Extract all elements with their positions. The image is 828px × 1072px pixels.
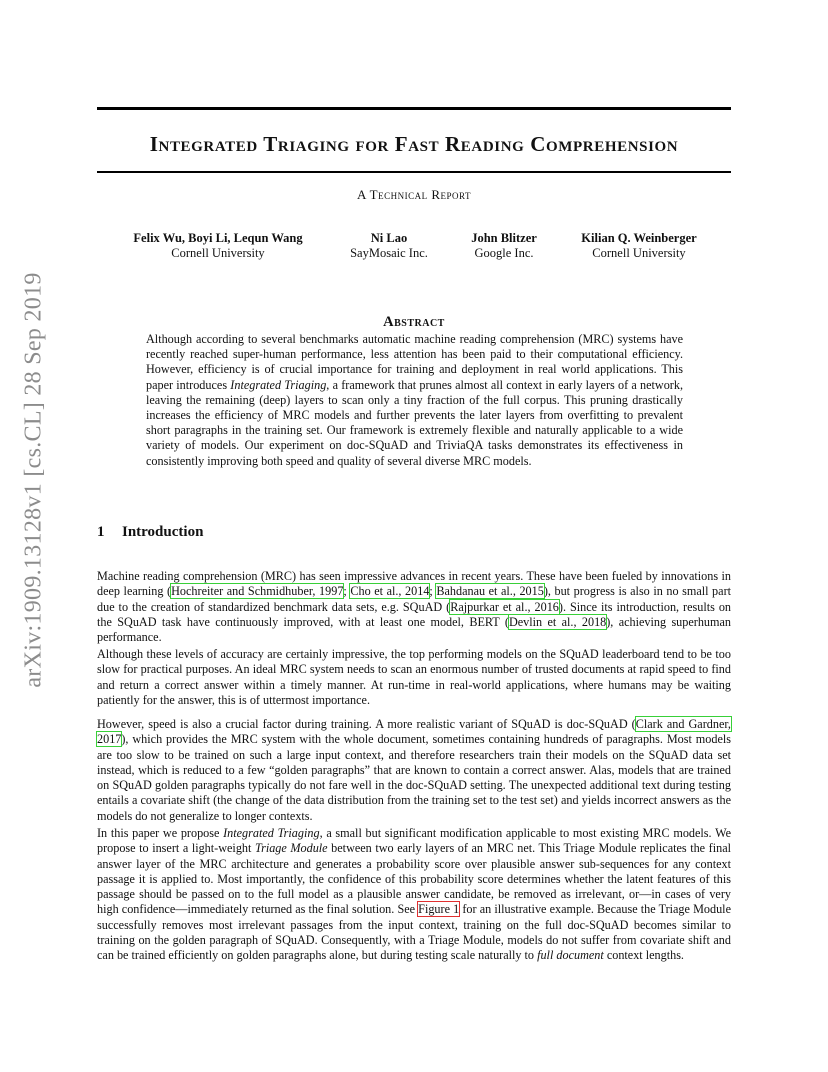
text-emphasis: Triage Module [254, 841, 328, 856]
paragraph-1 [97, 569, 731, 645]
text-segment: ). Since its introduction, results on the SQuAD task have continuously improved, with at least one model, BERT ( [97, 599, 732, 629]
citation-year: 2015 [519, 584, 544, 599]
citation-author: Devlin et al., [508, 614, 577, 629]
text-emphasis: Integrated Triaging [223, 826, 320, 840]
citation-author: Cho et al., [350, 584, 402, 599]
paper-subtitle: A Technical Report [356, 187, 471, 202]
paragraph-2: Although these levels of accuracy are certainly impressive, the top performing models on the SQuAD leaderboard tend to be too slow for practical purposes. An ideal MRC system needs to scan an enormous number of trusted documents at rapid speed to find and return a correct answer within a timely manner. At run-time in real-world applications, where humans may be waiting patiently for the answer, this is of uttermost importance. [97, 647, 731, 707]
section-heading-introduction [97, 524, 203, 541]
text-segment: , a small but significant modification applicable to most existing MRC models. We propose to insert a light-weight [97, 826, 732, 856]
text-segment: ), but progress is also in no small part due to the creation of standardized benchmark data sets, e.g. SQuAD ( [97, 584, 732, 614]
abstract-text [146, 332, 683, 469]
abstract-emphasis: Integrated Triaging [230, 377, 327, 392]
author-block-2 [334, 231, 444, 261]
section-title: Introduction [122, 524, 204, 540]
text-segment: between two early layers of an MRC net. This Triage Module replicates the final answer layer of the MRC architecture and generates a probability score over plausible answer sub-sequences for any context passage it is applied to. Most importantly, the confidence of this probability score determines whether the latent features of this passage should be passed on to the full model as a plausible answer candidate, be removed as irrelevant, or—in cases of very high confidence—immediately returned as the final solution. See [97, 841, 731, 917]
arxiv-stamp-text: arXiv:1909.13128v1 [cs.CL] 28 Sep 2019 [20, 272, 47, 688]
text-emphasis: full document [537, 948, 604, 963]
section-number: 1 [97, 524, 105, 540]
citation-link[interactable] [509, 615, 606, 629]
text-segment: Machine reading comprehension (MRC) has seen impressive advances in recent years. These have been fueled by innovations in deep learning ( [97, 569, 731, 599]
citation-link[interactable] [350, 584, 429, 598]
paper-title: Integrated Triaging for Fast Reading Comprehension [149, 132, 679, 156]
abstract-heading: Abstract [383, 314, 445, 330]
author-affiliation: Cornell University [171, 246, 265, 260]
citation-link[interactable] [171, 584, 343, 598]
paragraph-4 [97, 826, 731, 964]
citation-author: Hochreiter and Schmidhuber, [171, 584, 316, 599]
abstract-segment: Although according to several benchmarks automatic machine reading comprehension (MRC) systems have recently reached super-human performance, less attention has been paid to their computational efficiency. However, efficiency is of crucial importance for training and deployment in real world applications. This paper introduces [146, 332, 683, 392]
author-block-1 [120, 231, 316, 261]
paragraph-3 [97, 717, 731, 824]
citation-link[interactable] [436, 584, 543, 598]
title-rule-bottom [97, 171, 731, 173]
citation-year: 1997 [319, 584, 344, 599]
author-affiliation: Cornell University [592, 246, 686, 260]
title-rule-top [97, 107, 731, 110]
citation-link[interactable] [450, 600, 559, 614]
citation-author: Rajpurkar et al., [450, 599, 531, 614]
figure-link[interactable]: Figure 1 [418, 902, 460, 917]
citation-author: Clark and Gardner, [635, 717, 731, 731]
text-segment: context lengths. [603, 948, 684, 963]
text-segment: ; [429, 584, 437, 599]
text-segment: However, speed is also a crucial factor during training. A more realistic variant of SQuAD is doc-SQuAD ( [97, 717, 636, 731]
text-segment: ; [343, 584, 351, 599]
text-segment: ), which provides the MRC system with the whole document, sometimes containing hundreds of paragraphs. Most models are too slow to be trained on such a large input context, and therefore researchers train their models on the SQuAD data set instead, which is reduced to a few “golden paragraphs” that are known to contain a correct answer. Alas, models that are trained on SQuAD golden paragraphs typically do not fare well in the doc-SQuAD setting. The unexpected additional text during testing entails a covariate shift (the change of the data distribution from the training set to the test set) and yields incorrect answers as the models do not generalize to longer contexts. [97, 732, 731, 823]
text-segment: In this paper we propose [97, 826, 224, 840]
text-segment: for an illustrative example. Because the Triage Module successfully removes most irrelevant passages from the input context, training on the full doc-SQuAD becomes similar to training on the golden paragraph of SQuAD. Consequently, with a Triage Module, models do not suffer from covariate shift and can be trained efficiently on golden paragraphs alone, but during testing scale naturally to [97, 902, 731, 963]
author-block-3 [458, 231, 550, 261]
citation-year: 2014 [405, 584, 430, 599]
text-segment: ), achieving superhuman performance. [97, 614, 732, 645]
abstract-segment: , a framework that prunes almost all context in early layers of a network, leaving the remaining (deep) layers to scan only a tiny fraction of the full corpus. This pruning drastically increases the efficiency of MRC models and further prevents the later layers from overfitting to prevalent short paragraphs in the training set. Our framework is extremely flexible and naturally applicable to a wide variety of models. Our experiment on doc-SQuAD and TriviaQA tasks demonstrates its effectiveness in consistently improving both speed and quality of several diverse MRC models. [146, 377, 683, 468]
author-affiliation: SayMosaic Inc. [350, 246, 428, 260]
author-name: Ni Lao [370, 231, 408, 245]
author-block-4 [568, 231, 710, 261]
author-name: John Blitzer [471, 231, 537, 245]
citation-year: 2016 [534, 599, 559, 614]
citation-author: Bahdanau et al., [436, 584, 516, 599]
citation-year: 2018 [581, 614, 607, 629]
author-name: Felix Wu, Boyi Li, Lequn Wang [133, 231, 303, 245]
author-affiliation: Google Inc. [474, 246, 534, 260]
author-name: Kilian Q. Weinberger [581, 231, 697, 245]
citation-year: 2017 [97, 732, 122, 747]
